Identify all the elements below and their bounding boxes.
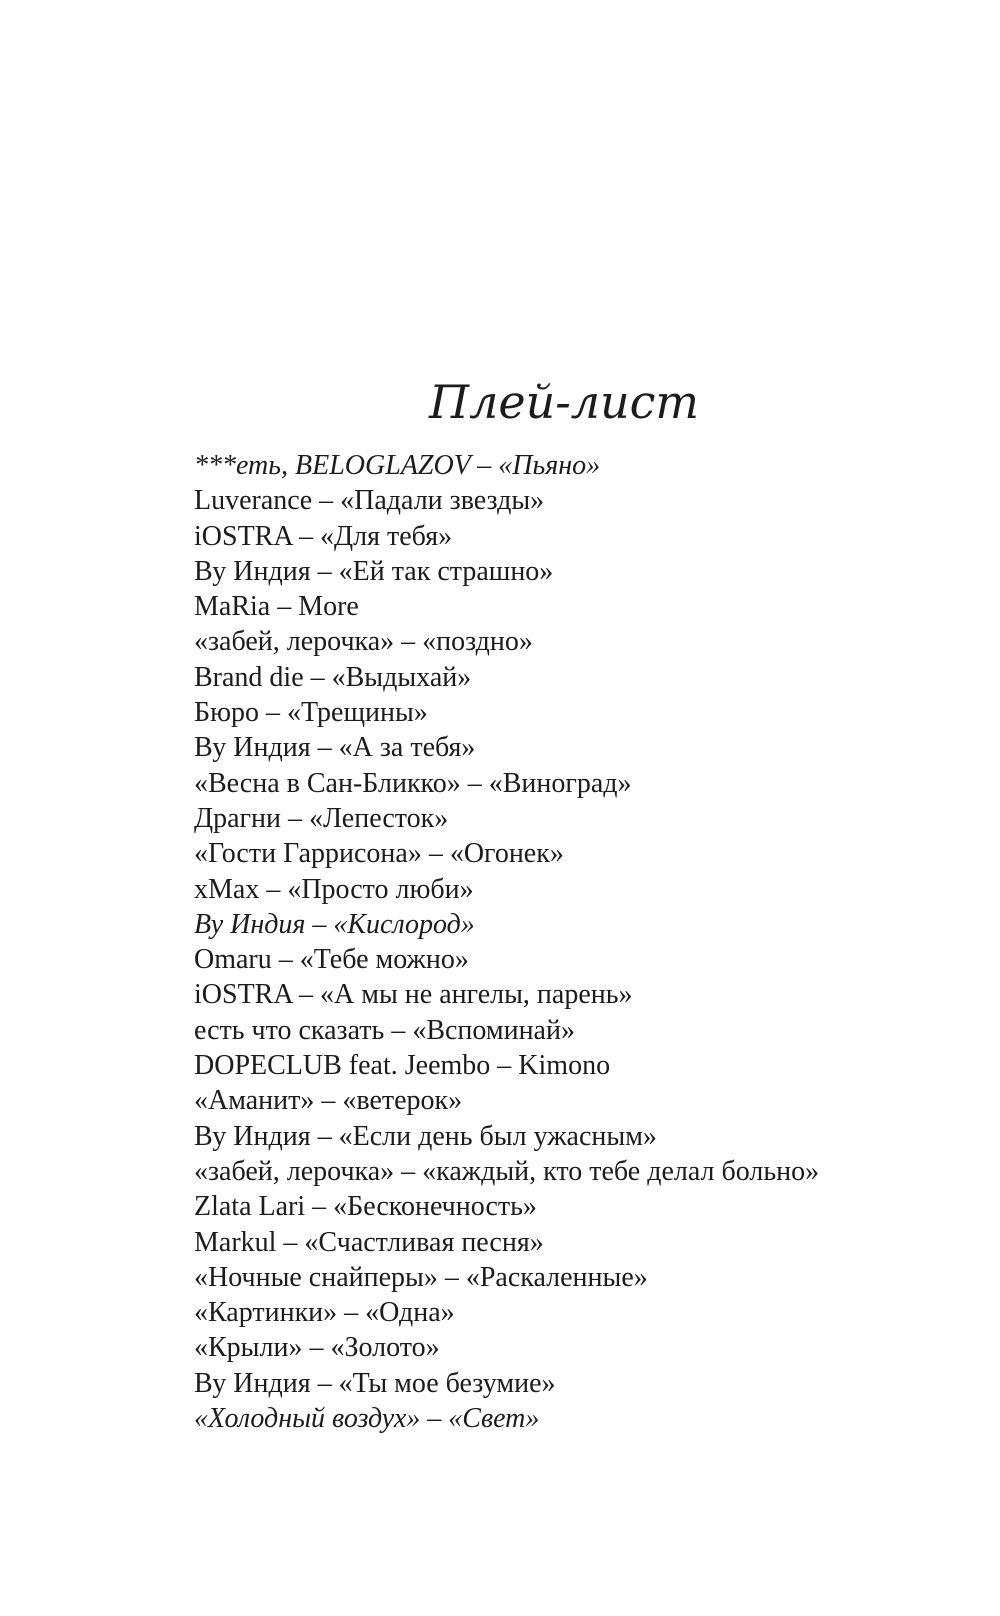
playlist-item: DOPECLUB feat. Jeembo – Kimono	[194, 1050, 611, 1082]
playlist-item: Ву Индия – «Ты мое безумие»	[194, 1367, 556, 1399]
playlist-item: Omaru – «Тебе можно»	[194, 944, 469, 976]
playlist-item: Ву Индия – «Если день был ужасным»	[194, 1120, 657, 1152]
playlist	[194, 448, 819, 1436]
playlist-item: Бюро – «Трещины»	[194, 697, 428, 729]
playlist-item: «Аманит» – «ветерок»	[194, 1085, 463, 1117]
page-title: Плей-лист	[428, 375, 700, 429]
playlist-item: Ву Индия – «Ей так страшно»	[194, 555, 554, 587]
playlist-item: «Гости Гаррисона» – «Огонек»	[194, 838, 564, 870]
playlist-item: «Весна в Сан-Бликко» – «Виноград»	[194, 767, 632, 799]
playlist-item: Brand die – «Выдыхай»	[194, 661, 472, 693]
playlist-item: «забей, лерочка» – «поздно»	[194, 626, 533, 658]
playlist-item: MaRia – More	[194, 591, 359, 623]
playlist-item: ***еть, BELOGLAZOV – «Пьяно»	[194, 450, 601, 481]
playlist-item: Ву Индия – «Кислород»	[194, 908, 475, 940]
playlist-item: Драгни – «Лепесток»	[194, 802, 449, 834]
playlist-item: xMax – «Просто люби»	[194, 873, 474, 905]
playlist-item: есть что сказать – «Вспоминай»	[194, 1014, 575, 1046]
playlist-item: «Картинки» – «Одна»	[194, 1297, 455, 1329]
playlist-item: «Ночные снайперы» – «Раскаленные»	[194, 1261, 648, 1293]
playlist-item: «забей, лерочка» – «каждый, кто тебе делал больно»	[194, 1155, 820, 1187]
playlist-item: iOSTRA – «А мы не ангелы, парень»	[194, 979, 633, 1011]
playlist-item: iOSTRA – «Для тебя»	[194, 520, 453, 552]
playlist-item: Markul – «Счастливая песня»	[194, 1226, 544, 1258]
playlist-item: Ву Индия – «А за тебя»	[194, 732, 476, 764]
playlist-item: «Крыли» – «Золото»	[194, 1332, 440, 1364]
playlist-item: «Холодный воздух» – «Свет»	[194, 1403, 540, 1435]
playlist-item: Zlata Lari – «Бесконечность»	[194, 1191, 537, 1223]
playlist-item: Luverance – «Падали звезды»	[194, 485, 545, 517]
